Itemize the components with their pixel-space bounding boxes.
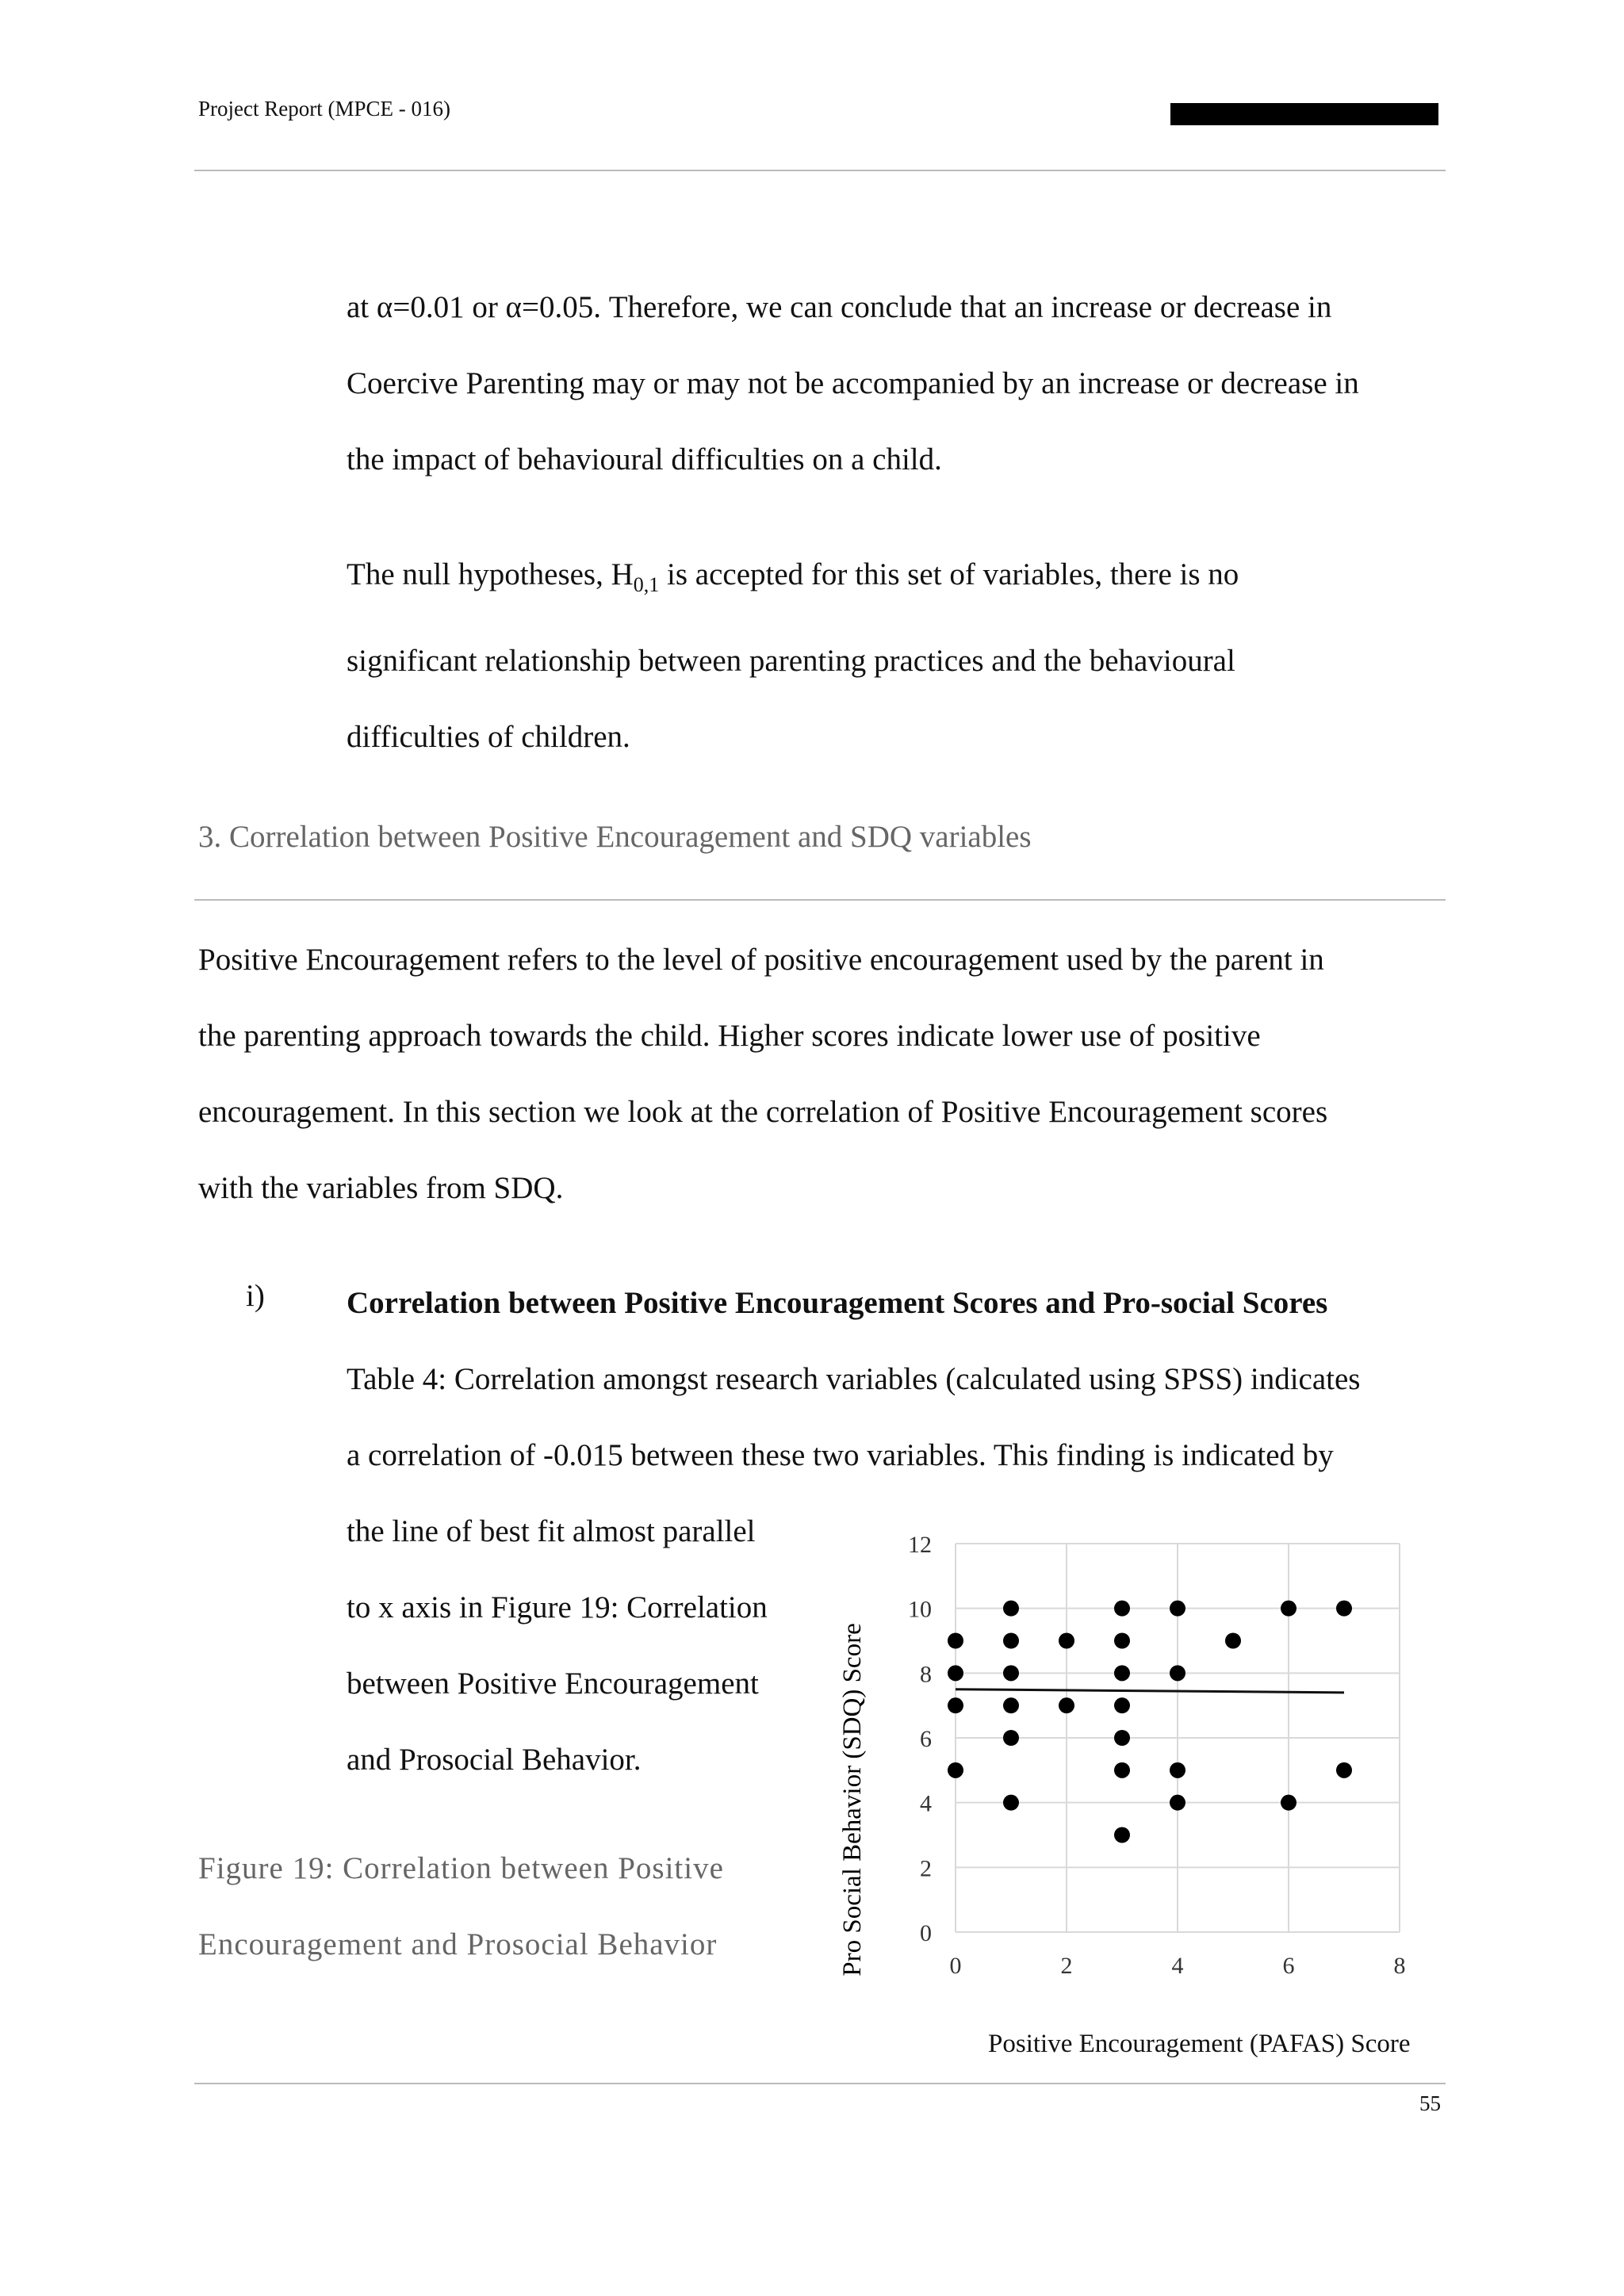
data-point: [1114, 1827, 1130, 1843]
data-point: [1114, 1633, 1130, 1649]
y-tick-label: 6: [920, 1726, 932, 1752]
x-tick-label: 8: [1393, 1953, 1406, 1979]
data-point: [1336, 1762, 1352, 1778]
paragraph-line: Table 4: Correlation amongst research variables (calculated using SPSS) indicates: [347, 1362, 1361, 1396]
data-point: [948, 1665, 963, 1681]
figure-caption-line: Figure 19: Correlation between Positive: [198, 1851, 724, 1885]
x-axis-title: Positive Encouragement (PAFAS) Score: [988, 2030, 1411, 2058]
paragraph-conclusion: [347, 270, 1359, 498]
data-point: [1114, 1601, 1130, 1617]
data-point: [1281, 1795, 1297, 1811]
data-point: [1059, 1697, 1074, 1713]
paragraph-line: Coercive Parenting may or may not be accompanied by an increase or decrease in: [347, 366, 1359, 400]
paragraph-line: a correlation of -0.015 between these two variables. This finding is indicated by: [347, 1438, 1334, 1472]
item-title: Correlation between Positive Encouragement Scores and Pro-social Scores: [347, 1286, 1328, 1320]
paragraph-line: to x axis in Figure 19: Correlation: [347, 1590, 768, 1624]
data-point: [1003, 1601, 1019, 1617]
paragraph-line: Positive Encouragement refers to the level of positive encouragement used by the parent in: [198, 943, 1324, 977]
running-header-title: Project Report (MPCE - 016): [198, 97, 450, 121]
paragraph-line: significant relationship between parenting practices and the behavioural: [347, 643, 1235, 678]
x-tick-labels: [950, 1953, 1406, 1979]
data-point: [1336, 1601, 1352, 1617]
data-point: [948, 1633, 963, 1649]
trendline-group: [956, 1689, 1344, 1693]
y-tick-label: 2: [920, 1855, 932, 1882]
page-number: 55: [1419, 2091, 1441, 2115]
paragraph-line: the line of best fit almost parallel: [347, 1514, 756, 1548]
section-heading: 3. Correlation between Positive Encouragement and SDQ variables: [198, 820, 1032, 854]
y-axis-title: Pro Social Behavior (SDQ) Score: [838, 1623, 867, 1976]
y-tick-label: 8: [920, 1661, 932, 1688]
paragraph-line: between Positive Encouragement: [347, 1667, 759, 1701]
y-tick-labels: [908, 1532, 932, 1946]
data-points: [948, 1601, 1352, 1843]
best-fit-line: [956, 1689, 1344, 1693]
text-run: is accepted for this set of variables, there is no: [659, 557, 1239, 591]
data-point: [1170, 1762, 1185, 1778]
data-point: [1003, 1665, 1019, 1681]
data-point: [1170, 1795, 1185, 1811]
data-point: [1114, 1730, 1130, 1746]
paragraph-line: the impact of behavioural difficulties on a child.: [347, 442, 942, 476]
redaction-bar: [1170, 103, 1438, 125]
data-point: [948, 1697, 963, 1713]
data-point: [1003, 1697, 1019, 1713]
header-divider: [194, 170, 1446, 171]
data-point: [1225, 1633, 1241, 1649]
paragraph-line: [347, 537, 1239, 623]
data-point: [1114, 1697, 1130, 1713]
text-run: The null hypotheses, H: [347, 557, 634, 591]
x-tick-label: 2: [1060, 1953, 1073, 1979]
data-point: [948, 1762, 963, 1778]
paragraph-line: and Prosocial Behavior.: [347, 1743, 642, 1777]
footer-divider: [194, 2083, 1446, 2084]
paragraph-line: the parenting approach towards the child. Higher scores indicate lower use of positive: [198, 1019, 1261, 1053]
section-divider: [194, 899, 1446, 901]
data-point: [1003, 1795, 1019, 1811]
item-number: i): [246, 1279, 265, 1313]
x-tick-label: 4: [1171, 1953, 1184, 1979]
data-point: [1003, 1730, 1019, 1746]
y-tick-label: 4: [920, 1790, 932, 1817]
paragraph-line: difficulties of children.: [347, 719, 630, 754]
data-point: [1003, 1633, 1019, 1649]
data-point: [1114, 1665, 1130, 1681]
y-tick-label: 12: [908, 1532, 932, 1558]
paragraph-line: with the variables from SDQ.: [198, 1171, 564, 1205]
x-tick-label: 0: [949, 1953, 962, 1979]
scatter-chart: [825, 1514, 1459, 2006]
data-point: [1170, 1601, 1185, 1617]
y-tick-label: 0: [920, 1920, 932, 1946]
y-tick-label: 10: [908, 1596, 932, 1623]
data-point: [1114, 1762, 1130, 1778]
data-point: [1170, 1665, 1185, 1681]
data-point: [1281, 1601, 1297, 1617]
paragraph-null-hypothesis: [347, 537, 1239, 775]
section-intro: [198, 922, 1327, 1226]
data-point: [1059, 1633, 1074, 1649]
paragraph-line: at α=0.01 or α=0.05. Therefore, we can conclude that an increase or decrease in: [347, 290, 1332, 324]
x-tick-label: 6: [1282, 1953, 1295, 1979]
paragraph-line: encouragement. In this section we look at the correlation of Positive Encouragement scores: [198, 1095, 1328, 1129]
hypothesis-subscript: 0,1: [633, 572, 660, 596]
figure-caption-line: Encouragement and Prosocial Behavior: [198, 1927, 718, 1961]
